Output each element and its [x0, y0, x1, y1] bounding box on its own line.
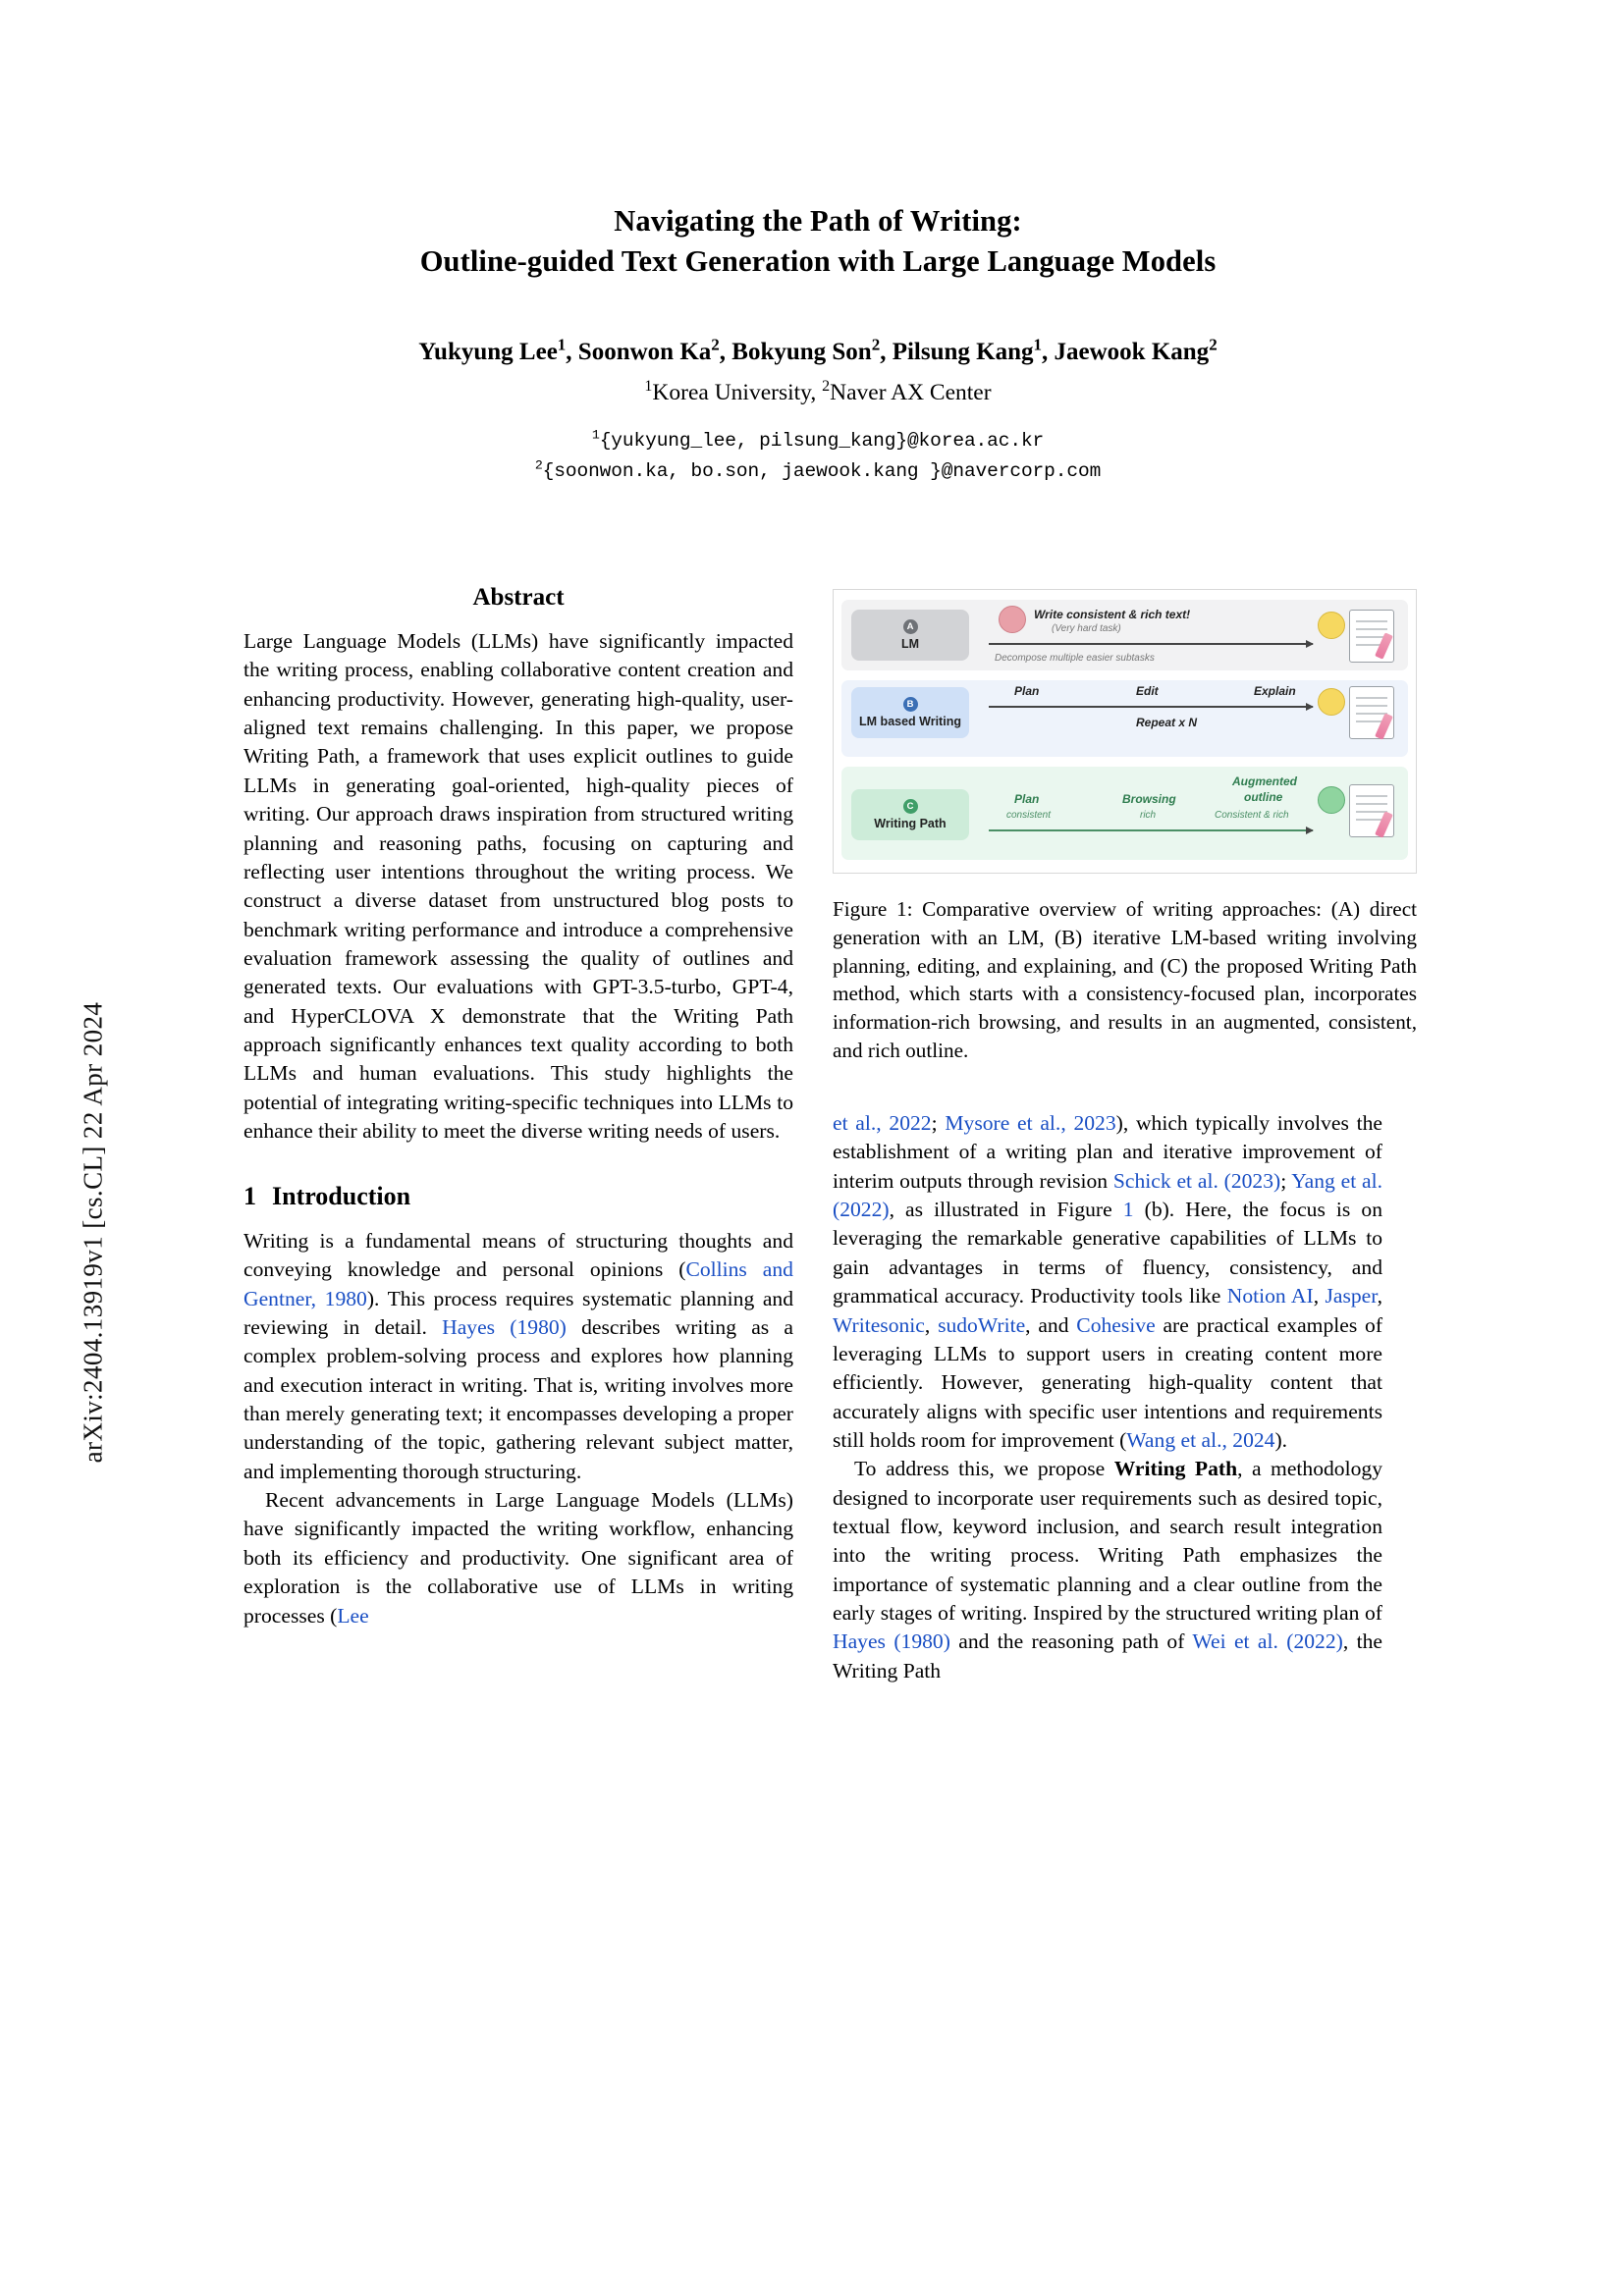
right-p1-d: (b). Here, the focus is on leveraging the remarkable generative capabilities of LLMs to gain advantages in terms of fluency, consistency, and grammatical accuracy. Productivity tools like — [833, 1198, 1382, 1308]
right-p2-b: , a methodology designed to incorporate user requirements such as desired topic, textual flow, keyword inclusion, and search result integration into the writing process. Writing Path emphasizes the importance of systematic planning and a clear outline from the early stages of writing. Inspired by the structured writing plan of — [833, 1457, 1382, 1626]
intro-paragraph-2 — [244, 1486, 793, 1630]
arxiv-stamp: arXiv:2404.13919v1 [cs.CL] 22 Apr 2024 — [78, 1001, 108, 1464]
section-number: 1 — [244, 1182, 256, 1211]
figure-tag-c-label: Writing Path — [874, 817, 947, 831]
right-p1-e: , and — [1025, 1312, 1077, 1337]
neutral-face-icon — [1318, 688, 1345, 716]
intro-paragraph-1 — [244, 1227, 793, 1486]
figure-row-c — [841, 767, 1408, 860]
citation-wei-2022[interactable]: Wei et al. (2022) — [1192, 1629, 1343, 1654]
abstract-heading: Abstract — [472, 584, 565, 611]
right-p2-d: , the Writing Path — [833, 1629, 1382, 1682]
figure-rowb-repeat: Repeat x N — [1136, 716, 1198, 729]
figure-rowb-step-edit: Edit — [1136, 684, 1159, 698]
happy-face-icon — [1318, 786, 1345, 814]
figure-rowc-augmented-line1: Augmented — [1232, 774, 1297, 788]
link-writesonic[interactable]: Writesonic — [833, 1312, 925, 1337]
sep-1: ; — [931, 1111, 946, 1135]
citation-yang-2022[interactable]: Yang et al. (2022) — [833, 1168, 1382, 1222]
figure-rowb-step-plan: Plan — [1014, 684, 1040, 698]
link-sudowrite[interactable]: sudoWrite — [938, 1312, 1026, 1337]
right-column — [833, 1109, 1382, 1685]
title-block — [244, 201, 1392, 488]
figure-tag-c — [851, 789, 969, 840]
figure-1-image — [833, 589, 1417, 874]
citation-mysore-2023[interactable]: Mysore et al., 2023 — [945, 1111, 1116, 1135]
page-title — [244, 201, 1392, 283]
figure-1 — [833, 589, 1417, 1065]
right-p2-c: and the reasoning path of — [949, 1629, 1193, 1654]
confused-face-icon — [1318, 612, 1345, 639]
intro-p2-a: Recent advancements in Large Language Models (LLMs) have significantly impacted the writing workflow, enhancing both its efficiency and productivity. One significant area of exploration is the collaborative use of LLMs in writing processes ( — [244, 1488, 793, 1628]
citation-lee-etal-2022[interactable]: et al., 2022 — [833, 1111, 932, 1135]
link-jasper[interactable]: Jasper — [1325, 1284, 1378, 1308]
intro-p1-b: ). This process requires systematic planning and reviewing in detail. — [244, 1286, 794, 1339]
citation-lee[interactable]: Lee — [337, 1603, 369, 1628]
email-line-2: $^2${soonwon.ka, bo.son, jaewook.kang }@navercorp.com — [534, 457, 1102, 483]
figure-tag-c-letter: C — [903, 799, 918, 814]
link-cohesive[interactable]: Cohesive — [1076, 1312, 1156, 1337]
figure-reference-1[interactable]: 1 — [1122, 1198, 1134, 1222]
figure-rowb-step-explain: Explain — [1254, 684, 1296, 698]
figure-tag-a — [851, 610, 969, 661]
right-p2-a: To address this, we propose — [854, 1457, 1114, 1481]
citation-wang-2024[interactable]: Wang et al., 2024 — [1126, 1427, 1275, 1452]
citation-hayes-1980-2[interactable]: Hayes (1980) — [833, 1629, 950, 1654]
figure-rowc-augmented-sub: Consistent & rich — [1215, 810, 1289, 821]
figure-rowc-step-plan-sub: consistent — [1006, 810, 1052, 821]
figure-1-caption: Figure 1: Comparative overview of writing approaches: (A) direct generation with an LM, (B) iterative LM-based writing involving planning, editing, and explaining, and (C) the proposed Writing Path method, which starts with a consistency-focused plan, incorporates information-rich browsing, and results in an augmented, consistent, and rich outline. — [833, 897, 1417, 1063]
author-list: Yukyung Lee$^1$, Soonwon Ka$^2$, Bokyung Son$^2$, Pilsung Kang$^1$, Jaewook Kang$^2$ — [418, 335, 1218, 365]
email-line-1: $^1${yukyung_lee, pilsung_kang}@korea.ac.kr — [591, 427, 1045, 452]
intro-p1-a: Writing is a fundamental means of structuring thoughts and conveying knowledge and personal opinions ( — [244, 1228, 793, 1282]
figure-decompose-label: Decompose multiple easier subtasks — [995, 653, 1155, 664]
left-column — [244, 581, 793, 1630]
figure-rowc-step-browsing-sub: rich — [1140, 810, 1157, 821]
intro-p1-c: describes writing as a complex problem-solving process and explores how planning and execution interact in writing. That is, writing involves more than merely generating text; it encompasses developing a proper understanding of the topic, gathering relevant subject matter, and implementing thorough structuring. — [244, 1314, 793, 1483]
figure-rowa-sub: (Very hard task) — [1052, 623, 1121, 634]
figure-rowc-step-plan: Plan — [1014, 792, 1040, 806]
figure-tag-b-label: LM based Writing — [859, 714, 961, 728]
figure-tag-b-letter: B — [903, 697, 918, 712]
figure-tag-a-letter: A — [903, 619, 918, 634]
section-heading-introduction — [244, 1179, 793, 1213]
title-line-1: Navigating the Path of Writing: — [614, 204, 1022, 238]
right-p1-c: , as illustrated in Figure — [889, 1198, 1123, 1222]
sep-2: ; — [1280, 1168, 1292, 1193]
person-icon — [999, 606, 1026, 633]
document-icon — [1349, 784, 1394, 837]
term-writing-path: Writing Path — [1113, 1457, 1238, 1481]
figure-rowc-augmented-line2: outline — [1244, 790, 1283, 804]
figure-rowa-headline: Write consistent & rich text! — [1034, 608, 1191, 621]
author-emails — [244, 426, 1392, 488]
figure-rowa-arrow — [989, 643, 1313, 645]
figure-rowc-arrow — [989, 829, 1313, 831]
figure-rowc-step-browsing: Browsing — [1122, 792, 1176, 806]
affiliations: $^1$Korea University, $^2$Naver AX Center — [644, 378, 992, 406]
figure-tag-a-label: LM — [900, 637, 920, 651]
figure-tag-b — [851, 687, 969, 738]
figure-rowb-arrow — [989, 706, 1313, 708]
right-p1-b: ), which typically involves the establishment of a writing plan and iterative improvement of interim outputs through revision — [833, 1111, 1383, 1193]
figure-row-b — [841, 653, 1408, 757]
right-paragraph-1: et al., 2022; Mysore et al., 2023), which typically involves the establishment of a writing plan and iterative improvement of interim outputs through revision Schick et al. (2023); Yang et al. (2022), as illustrated in Figure 1 (b). Here, the focus is on leveraging the remarkable generative capabilities of LLMs to gain advantages in terms of fluency, consistency, and grammatical accuracy. Productivity tools like Notion AI, Jasper, Writesonic, sudoWrite, and Cohesive are practical examples of leveraging LLMs to support users in creating content more efficiently. However, generating high-quality content that accurately aligns with specific user intentions and requirements still holds room for improvement (Wang et al., 2024). — [833, 1111, 1383, 1452]
document-icon — [1349, 686, 1394, 739]
citation-hayes-1980[interactable]: Hayes (1980) — [442, 1314, 567, 1339]
right-p1-g: ). — [1274, 1427, 1288, 1452]
section-title: Introduction — [272, 1182, 411, 1211]
right-paragraph-2 — [833, 1455, 1382, 1685]
right-p1-f: are practical examples of leveraging LLMs to support users in creating content more efficiently. However, generating high-quality content that accurately aligns with specific user intentions and requirements still holds room for improvement ( — [833, 1312, 1383, 1452]
abstract-text: Large Language Models (LLMs) have significantly impacted the writing process, enabling collaborative content creation and enhancing productivity. However, generating high-quality, user-aligned text remains challenging. In this paper, we propose Writing Path, a framework that uses explicit outlines to guide LLMs in generating goal-oriented, high-quality pieces of writing. Our approach draws inspiration from structured writing planning and reasoning paths, focusing on capturing and reflecting user intentions throughout the writing process. We construct a diverse dataset from unstructured blog posts to benchmark writing performance and introduce a comprehensive evaluation framework assessing the quality of outlines and generated texts. Our evaluations with GPT-3.5-turbo, GPT-4, and HyperCLOVA X demonstrate that the Writing Path approach significantly enhances text quality according to both LLMs and human evaluations. This study highlights the potential of integrating writing-specific techniques into LLMs to enhance their ability to meet the diverse writing needs of users. — [244, 629, 793, 1144]
citation-schick-2023[interactable]: Schick et al. (2023) — [1112, 1168, 1281, 1193]
citation-collins-gentner[interactable]: Collins and Gentner, 1980 — [244, 1257, 793, 1310]
link-notion-ai[interactable]: Notion AI — [1226, 1284, 1314, 1308]
title-line-2: Outline-guided Text Generation with Large Language Models — [419, 244, 1217, 279]
